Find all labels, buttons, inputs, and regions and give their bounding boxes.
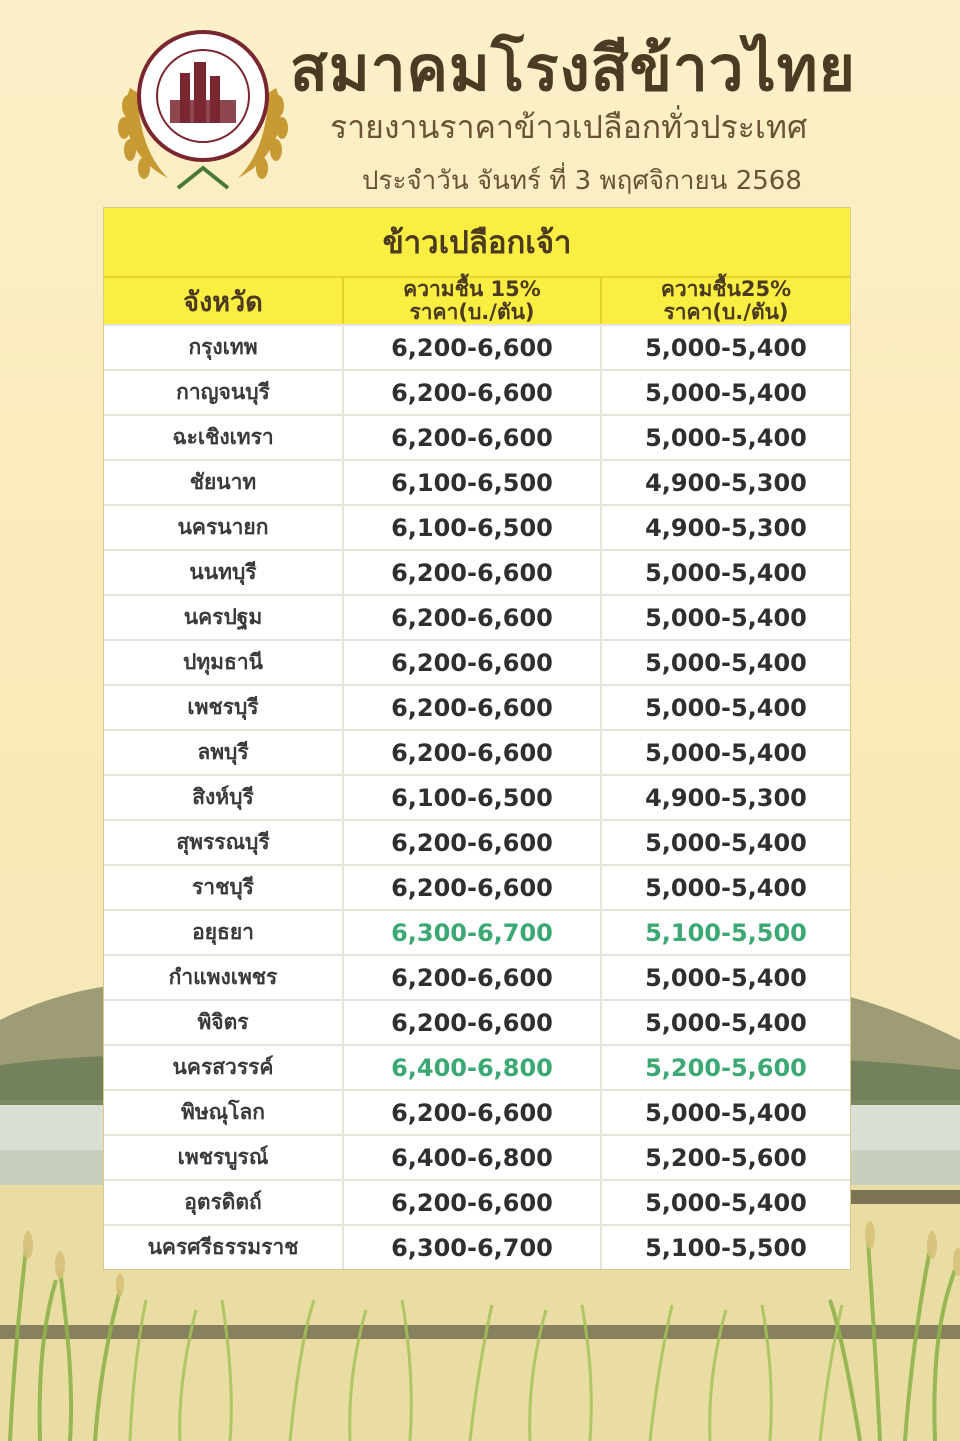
table-row (104, 684, 850, 729)
price-25-cell: 5,100-5,500 (645, 918, 807, 947)
col-header-moisture-15-label: ความชื้น 15% (403, 277, 541, 301)
price-15-cell: 6,200-6,600 (344, 326, 602, 369)
table-row (104, 594, 850, 639)
price-15-cell: 6,200-6,600 (344, 371, 602, 414)
table-row (104, 459, 850, 504)
province-cell: พิจิตร (104, 1001, 344, 1044)
price-15-cell: 6,300-6,700 (344, 1226, 602, 1269)
province-cell: สิงห์บุรี (104, 776, 344, 819)
col-header-province: จังหวัด (104, 278, 344, 324)
province-cell: เพชรบูรณ์ (104, 1136, 344, 1179)
table-row (104, 504, 850, 549)
province-cell: ราชบุรี (104, 866, 344, 909)
province-cell: กาญจนบุรี (104, 371, 344, 414)
province-cell: ลพบุรี (104, 731, 344, 774)
table-row (104, 639, 850, 684)
price-25-cell: 5,000-5,400 (645, 648, 807, 677)
price-table (104, 208, 850, 1269)
table-row (104, 1044, 850, 1089)
page-title: สมาคมโรงสีข้าวไทย (290, 32, 856, 105)
table-row (104, 909, 850, 954)
col-header-moisture-15 (344, 278, 602, 324)
price-15-cell: 6,100-6,500 (344, 506, 602, 549)
price-15-cell: 6,400-6,800 (344, 1136, 602, 1179)
price-25-cell: 5,000-5,400 (645, 693, 807, 722)
report-date: ประจำวัน จันทร์ ที่ 3 พฤศจิกายน 2568 (362, 166, 802, 196)
province-cell: กำแพงเพชร (104, 956, 344, 999)
province-cell: นครนายก (104, 506, 344, 549)
price-25-cell: 5,200-5,600 (645, 1143, 807, 1172)
table-row (104, 774, 850, 819)
price-15-cell: 6,200-6,600 (344, 956, 602, 999)
price-25-cell: 4,900-5,300 (645, 468, 807, 497)
table-body (104, 324, 850, 1269)
price-15-cell: 6,200-6,600 (344, 596, 602, 639)
price-15-cell: 6,200-6,600 (344, 866, 602, 909)
price-15-cell: 6,200-6,600 (344, 821, 602, 864)
table-title: ข้าวเปลือกเจ้า (104, 208, 850, 278)
province-cell: นนทบุรี (104, 551, 344, 594)
table-row (104, 549, 850, 594)
price-25-cell: 4,900-5,300 (645, 783, 807, 812)
price-25-cell: 5,000-5,400 (645, 738, 807, 767)
price-25-cell: 5,000-5,400 (645, 1098, 807, 1127)
province-cell: เพชรบุรี (104, 686, 344, 729)
table-row (104, 954, 850, 999)
province-cell: ชัยนาท (104, 461, 344, 504)
table-row (104, 414, 850, 459)
province-cell: นครศรีธรรมราช (104, 1226, 344, 1269)
table-row (104, 1134, 850, 1179)
price-15-cell: 6,200-6,600 (344, 1181, 602, 1224)
table-row (104, 819, 850, 864)
price-25-cell: 5,000-5,400 (645, 333, 807, 362)
price-15-cell: 6,100-6,500 (344, 461, 602, 504)
col-header-moisture-15-unit: ราคา(บ./ตัน) (409, 300, 535, 324)
province-cell: นครปฐม (104, 596, 344, 639)
price-25-cell: 5,000-5,400 (645, 603, 807, 632)
price-25-cell: 5,000-5,400 (645, 828, 807, 857)
province-cell: อุตรดิตถ์ (104, 1181, 344, 1224)
price-15-cell: 6,200-6,600 (344, 1091, 602, 1134)
table-row (104, 324, 850, 369)
price-15-cell: 6,100-6,500 (344, 776, 602, 819)
col-header-moisture-25-unit: ราคา(บ./ตัน) (663, 300, 789, 324)
province-cell: นครสวรรค์ (104, 1046, 344, 1089)
price-25-cell: 5,000-5,400 (645, 873, 807, 902)
col-header-moisture-25-label: ความชื้น25% (660, 277, 792, 301)
price-25-cell: 5,000-5,400 (645, 558, 807, 587)
price-25-cell: 5,200-5,600 (645, 1053, 807, 1082)
province-cell: กรุงเทพ (104, 326, 344, 369)
price-15-cell: 6,200-6,600 (344, 686, 602, 729)
price-25-cell: 5,000-5,400 (645, 963, 807, 992)
table-row (104, 1089, 850, 1134)
header (0, 0, 960, 205)
table-row (104, 729, 850, 774)
price-25-cell: 5,000-5,400 (645, 1188, 807, 1217)
price-25-cell: 5,100-5,500 (645, 1233, 807, 1262)
price-15-cell: 6,400-6,800 (344, 1046, 602, 1089)
table-row (104, 864, 850, 909)
price-25-cell: 4,900-5,300 (645, 513, 807, 542)
province-cell: ฉะเชิงเทรา (104, 416, 344, 459)
table-row (104, 999, 850, 1044)
price-25-cell: 5,000-5,400 (645, 423, 807, 452)
page-subtitle: รายงานราคาข้าวเปลือกทั่วประเทศ (330, 108, 808, 146)
price-25-cell: 5,000-5,400 (645, 1008, 807, 1037)
price-15-cell: 6,200-6,600 (344, 731, 602, 774)
province-cell: อยุธยา (104, 911, 344, 954)
price-15-cell: 6,200-6,600 (344, 551, 602, 594)
price-15-cell: 6,300-6,700 (344, 911, 602, 954)
price-15-cell: 6,200-6,600 (344, 1001, 602, 1044)
price-15-cell: 6,200-6,600 (344, 641, 602, 684)
price-15-cell: 6,200-6,600 (344, 416, 602, 459)
price-25-cell: 5,000-5,400 (645, 378, 807, 407)
rice-mill-association-seal-icon (108, 18, 298, 198)
table-row (104, 369, 850, 414)
table-row (104, 1224, 850, 1269)
col-header-moisture-25 (602, 278, 850, 324)
province-cell: สุพรรณบุรี (104, 821, 344, 864)
province-cell: พิษณุโลก (104, 1091, 344, 1134)
table-row (104, 1179, 850, 1224)
table-header-row (104, 278, 850, 324)
province-cell: ปทุมธานี (104, 641, 344, 684)
